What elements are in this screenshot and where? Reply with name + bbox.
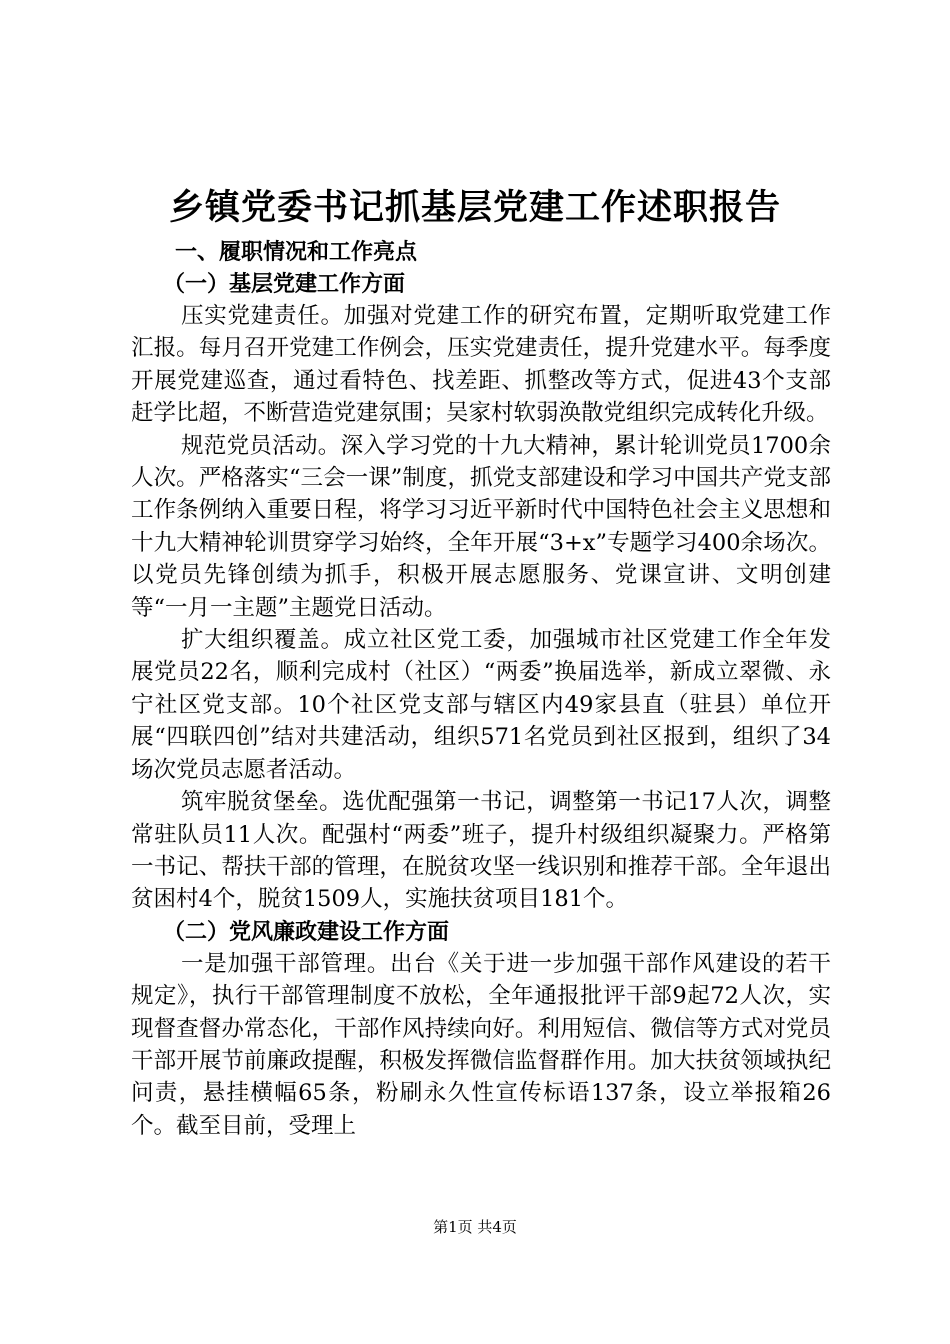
- subsection-heading-1: （一）基层党建工作方面: [163, 271, 406, 297]
- paragraph: 扩大组织覆盖。成立社区党工委，加强城市社区党建工作全年发展党员22名，顺利完成村（社区）“两委”换届选举，新成立翠微、永宁社区党支部。10个社区党支部与辖区内49家县直（驻县）单位开展“四联四创”结对共建活动，组织571名党员到社区报到，组织了34场次党员志愿者活动。: [131, 627, 831, 783]
- subsection-heading-2: （二）党风廉政建设工作方面: [163, 918, 450, 945]
- paragraph: 一是加强干部管理。出台《关于进一步加强干部作风建设的若干规定》，执行干部管理制度不放松，全年通报批评干部9起72人次，实现督查督办常态化，干部作风持续向好。利用短信、微信等方式对党员干部开展节前廉政提醒，积极发挥微信监督群作用。加大扶贫领域执纪问责，悬挂横幅65条，粉刷永久性宣传标语137条，设立举报箱26个。截至目前，受理上: [131, 950, 831, 1139]
- document-title: 乡镇党委书记抓基层党建工作述职报告: [168, 187, 781, 228]
- paragraph: 规范党员活动。深入学习党的十九大精神，累计轮训党员1700余人次。严格落实“三会一课”制度，抓党支部建设和学习中国共产党支部工作条例纳入重要日程，将学习习近平新时代中国特色社会主义思想和十九大精神轮训贯穿学习始终，全年开展“3+x”专题学习400余场次。以党员先锋创绩为抓手，积极开展志愿服务、党课宣讲、文明创建等“一月一主题”主题党日活动。: [131, 432, 831, 621]
- paragraph: 筑牢脱贫堡垒。选优配强第一书记，调整第一书记17人次，调整常驻队员11人次。配强村“两委”班子，提升村级组织凝聚力。严格第一书记、帮扶干部的管理，在脱贫攻坚一线识别和推荐干部。全年退出贫困村4个，脱贫1509人，实施扶贫项目181个。: [131, 789, 831, 913]
- section-heading-1: 一、履职情况和工作亮点: [175, 239, 418, 265]
- page-number-footer: 第1页 共4页: [433, 1218, 517, 1236]
- document-body: [131, 236, 831, 1142]
- paragraph: 压实党建责任。加强对党建工作的研究布置，定期听取党建工作汇报。每月召开党建工作例会，压实党建责任，提升党建水平。每季度开展党建巡查，通过看特色、找差距、抓整改等方式，促进43个支部赶学比超，不断营造党建氛围；吴家村软弱涣散党组织完成转化升级。: [131, 303, 831, 427]
